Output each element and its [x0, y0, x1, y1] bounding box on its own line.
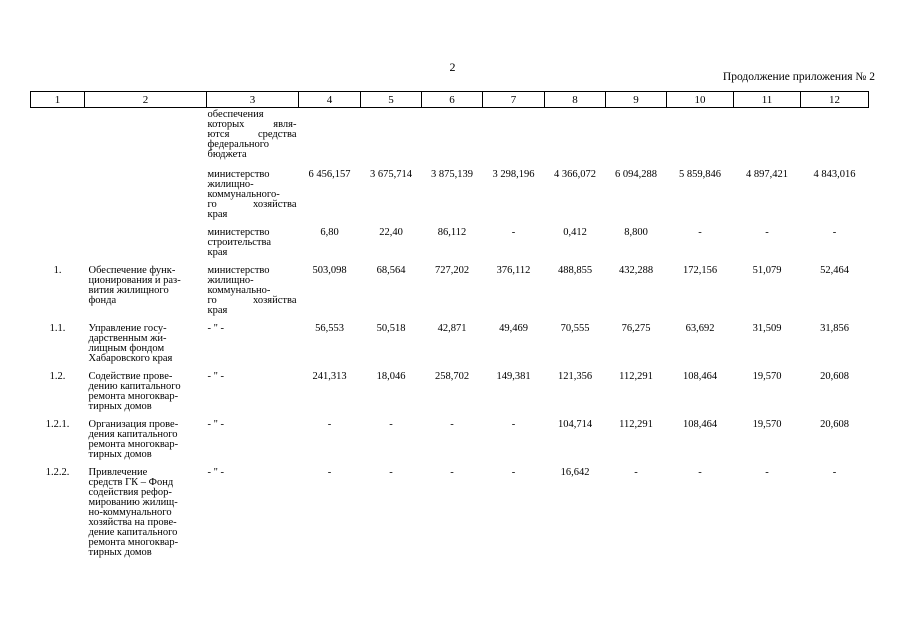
value-cell — [361, 108, 422, 161]
row-executor-line: - " - — [207, 467, 225, 478]
row-executor-line: коммунального- — [207, 189, 280, 200]
value-cell — [545, 108, 606, 161]
row-executor — [207, 160, 299, 220]
value-cell: 5 859,846 — [679, 169, 721, 180]
value-cell: 0,412 — [563, 227, 587, 238]
value-cell: 18,046 — [376, 371, 406, 382]
value-cell: 258,702 — [434, 371, 470, 382]
value-cell: 49,469 — [499, 323, 528, 334]
row-name-line: мированию жилищ- — [88, 497, 178, 508]
row-name — [85, 160, 207, 220]
table-row — [31, 460, 869, 558]
value-cell: - — [327, 419, 332, 430]
row-executor — [207, 220, 299, 258]
value-cell: 488,855 — [557, 265, 593, 276]
data-table — [30, 91, 869, 558]
column-header: 10 — [667, 92, 734, 108]
column-header: 2 — [85, 92, 207, 108]
row-executor — [207, 364, 299, 412]
row-executor-line: - " - — [207, 371, 225, 382]
row-name-line: дарственным жи- — [88, 333, 167, 344]
value-cell: 20,608 — [820, 419, 849, 430]
row-name-line: Хабаровского края — [88, 353, 173, 364]
row-index: 1. — [53, 265, 62, 276]
table-row — [31, 160, 869, 220]
row-executor — [207, 460, 299, 558]
value-cell: 149,381 — [496, 371, 531, 382]
value-cell: - — [511, 227, 516, 238]
value-cell: - — [389, 467, 393, 478]
value-cell: 503,098 — [312, 265, 347, 276]
column-header: 7 — [483, 92, 545, 108]
row-executor-line: го хозяйства — [207, 295, 297, 306]
row-name-line: хозяйства на прове- — [88, 517, 177, 528]
row-executor-line: края — [207, 209, 228, 220]
value-cell: - — [765, 227, 769, 238]
column-header: 8 — [545, 92, 606, 108]
value-cell: - — [450, 419, 454, 430]
row-executor-line: края — [207, 305, 228, 316]
value-cell: 76,275 — [621, 323, 651, 334]
row-name-line: дению капитального — [88, 381, 181, 392]
row-name-line: ционирования и раз- — [88, 275, 181, 286]
value-cell: - — [832, 227, 837, 238]
value-cell: - — [634, 467, 638, 478]
value-cell: 6 094,288 — [615, 169, 657, 180]
value-cell: - — [327, 467, 332, 478]
table-header-row — [31, 92, 869, 108]
value-cell: 52,464 — [820, 265, 849, 276]
table-row — [31, 364, 869, 412]
value-cell — [801, 108, 869, 161]
value-cell: 241,313 — [312, 371, 347, 382]
row-executor-line: бюджета — [207, 149, 247, 160]
row-name-line: тирных домов — [88, 401, 152, 412]
value-cell: 19,570 — [752, 371, 782, 382]
value-cell: 42,871 — [437, 323, 467, 334]
value-cell: - — [832, 467, 837, 478]
row-name-line: Обеспечение функ- — [88, 265, 176, 276]
column-header: 11 — [734, 92, 801, 108]
row-index — [31, 220, 85, 258]
row-executor-line: строительства — [207, 237, 272, 248]
value-cell: 86,112 — [437, 227, 467, 238]
table-body — [31, 108, 869, 559]
continuation-label: Продолжение приложения № 2 — [722, 71, 875, 83]
value-cell — [606, 108, 667, 161]
value-cell: 4 897,421 — [746, 169, 788, 180]
row-name-line: средств ГК – Фонд — [88, 477, 174, 488]
column-header: 1 — [31, 92, 85, 108]
value-cell: 112,291 — [619, 371, 653, 382]
value-cell: 172,156 — [682, 265, 718, 276]
value-cell — [734, 108, 801, 161]
value-cell: 108,464 — [682, 371, 718, 382]
value-cell — [483, 108, 545, 161]
value-cell: 104,714 — [557, 419, 593, 430]
row-executor — [207, 316, 299, 364]
table-row — [31, 220, 869, 258]
value-cell: - — [450, 467, 454, 478]
value-cell: 108,464 — [682, 419, 718, 430]
table-row — [31, 412, 869, 460]
row-name — [85, 220, 207, 258]
row-executor-line: - " - — [207, 323, 225, 334]
value-cell: 6 456,157 — [308, 169, 351, 180]
value-cell: 3 298,196 — [492, 169, 535, 180]
value-cell: - — [511, 467, 516, 478]
table-row — [31, 316, 869, 364]
value-cell: 20,608 — [820, 371, 849, 382]
value-cell: 68,564 — [376, 265, 406, 276]
row-executor-line: обеспечения — [207, 109, 264, 120]
row-executor-line: - " - — [207, 419, 225, 430]
row-name-line: тирных домов — [88, 449, 152, 460]
value-cell — [299, 108, 361, 161]
row-name-line: фонда — [88, 295, 117, 306]
row-executor-line: жилищно- — [207, 275, 254, 286]
value-cell: 432,288 — [618, 265, 654, 276]
table-row — [31, 258, 869, 316]
row-name — [85, 316, 207, 364]
value-cell — [667, 108, 734, 161]
row-executor-line: коммунально- — [207, 285, 271, 296]
value-cell: 4 366,072 — [554, 169, 596, 180]
value-cell: 112,291 — [619, 419, 653, 430]
row-executor-line: которых явля- — [207, 119, 297, 130]
value-cell: 4 843,016 — [813, 169, 856, 180]
row-index: 1.2. — [49, 371, 66, 382]
value-cell: 8,800 — [624, 227, 648, 238]
value-cell: 22,40 — [379, 227, 403, 238]
value-cell: 6,80 — [320, 227, 339, 238]
value-cell: 51,079 — [752, 265, 782, 276]
value-cell: 70,555 — [560, 323, 590, 334]
row-name-line: ремонта многоквар- — [88, 391, 179, 402]
row-name-line: тирных домов — [88, 547, 152, 558]
row-name-line: вития жилищного — [88, 285, 169, 296]
row-name-line: дение капитального — [88, 527, 178, 538]
row-executor-line: края — [207, 247, 228, 258]
value-cell: - — [698, 467, 702, 478]
row-name — [85, 258, 207, 316]
row-name-line: Привлечение — [88, 467, 148, 478]
row-executor-line: федерального — [207, 139, 270, 150]
column-header: 5 — [361, 92, 422, 108]
row-name-line: но-коммунального — [88, 507, 172, 518]
value-cell: 727,202 — [434, 265, 470, 276]
row-executor-line: жилищно- — [207, 179, 254, 190]
value-cell: - — [389, 419, 393, 430]
value-cell: 56,553 — [315, 323, 344, 334]
row-name-line: лищным фондом — [88, 343, 165, 354]
row-executor-line: министерство — [207, 265, 270, 276]
row-name — [85, 364, 207, 412]
table-row — [31, 108, 869, 161]
row-executor — [207, 412, 299, 460]
row-name-line: Управление госу- — [88, 323, 167, 334]
row-index — [31, 108, 85, 161]
value-cell: 3 675,714 — [370, 169, 412, 180]
value-cell: 121,356 — [557, 371, 593, 382]
row-name-line: ремонта многоквар- — [88, 439, 179, 450]
page-number: 2 — [449, 60, 456, 74]
row-name-line: дения капитального — [88, 429, 178, 440]
row-name — [85, 460, 207, 558]
row-executor-line: ются средства — [207, 129, 297, 140]
value-cell: 16,642 — [560, 467, 590, 478]
row-name — [85, 412, 207, 460]
column-header: 4 — [299, 92, 361, 108]
value-cell: 50,518 — [376, 323, 406, 334]
value-cell: 19,570 — [752, 419, 782, 430]
column-header: 9 — [606, 92, 667, 108]
row-executor-line: го хозяйства — [207, 199, 297, 210]
column-header: 3 — [207, 92, 299, 108]
column-header: 12 — [801, 92, 869, 108]
value-cell: 31,509 — [752, 323, 782, 334]
row-index: 1.1. — [49, 323, 66, 334]
value-cell: 3 875,139 — [431, 169, 473, 180]
value-cell: - — [765, 467, 769, 478]
row-executor — [207, 258, 299, 316]
value-cell: 63,692 — [685, 323, 715, 334]
column-header: 6 — [422, 92, 483, 108]
row-index: 1.2.1. — [45, 419, 70, 430]
row-executor-line: министерство — [207, 227, 270, 238]
row-name — [85, 108, 207, 161]
value-cell: 376,112 — [496, 265, 531, 276]
row-name-line: содействия рефор- — [88, 487, 172, 498]
row-executor — [207, 108, 299, 161]
row-name-line: Содействие прове- — [88, 371, 173, 382]
row-name-line: Организация прове- — [88, 419, 179, 430]
row-index: 1.2.2. — [45, 467, 70, 478]
row-index — [31, 160, 85, 220]
row-executor-line: министерство — [207, 169, 270, 180]
row-name-line: ремонта многоквар- — [88, 537, 179, 548]
value-cell — [422, 108, 483, 161]
value-cell: - — [511, 419, 516, 430]
value-cell: - — [698, 227, 702, 238]
value-cell: 31,856 — [820, 323, 849, 334]
